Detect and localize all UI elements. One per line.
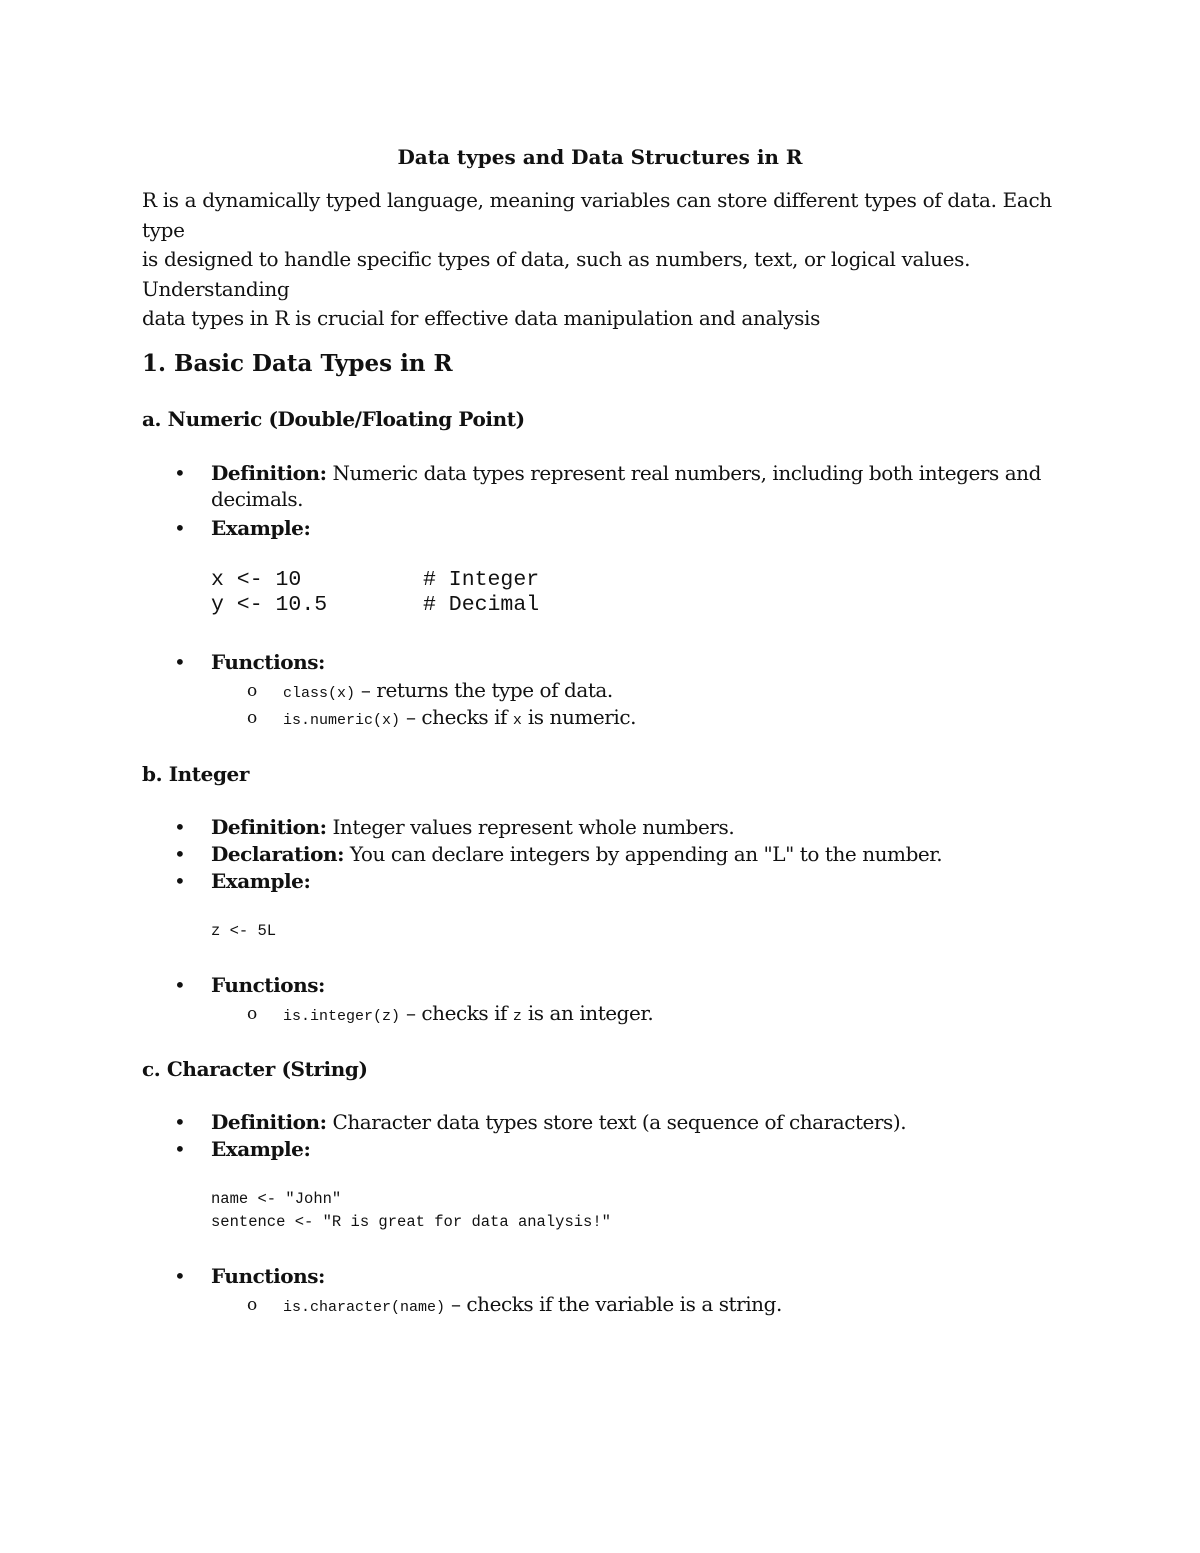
- code-comment: # Decimal: [423, 593, 540, 617]
- character-definition: [211, 1109, 906, 1135]
- definition-label: Definition:: [211, 815, 327, 839]
- function-desc-tail: is an integer.: [521, 1001, 654, 1025]
- intro-line: is designed to handle specific types of data, such as numbers, text, or logical values. Understanding: [142, 247, 971, 301]
- bullet-icon: •: [174, 869, 186, 893]
- function-desc: – checks if: [400, 705, 513, 729]
- function-inline-code: z: [512, 1008, 522, 1025]
- code-line: z <- 5L: [211, 922, 277, 940]
- function-item: [283, 704, 636, 734]
- definition-label: Definition:: [211, 461, 327, 485]
- code-comment: # Integer: [423, 568, 540, 592]
- function-code: is.character(name): [283, 1299, 446, 1316]
- function-item: [283, 1291, 782, 1321]
- bullet-icon: •: [174, 1264, 186, 1288]
- section-heading-basic-types: 1. Basic Data Types in R: [142, 350, 453, 377]
- subsection-heading-character: c. Character (String): [142, 1057, 368, 1081]
- character-example-label: [211, 1136, 310, 1162]
- function-desc: – returns the type of data.: [355, 678, 613, 702]
- function-desc-tail: is numeric.: [521, 705, 636, 729]
- bullet-icon: •: [174, 461, 186, 485]
- sub-bullet-icon: o: [247, 681, 258, 701]
- declaration-text: You can declare integers by appending an "L" to the number.: [344, 842, 943, 866]
- intro-line: data types in R is crucial for effective data manipulation and analysis: [142, 306, 820, 330]
- numeric-example-label: [211, 515, 310, 541]
- numeric-definition-cont: decimals.: [211, 487, 304, 511]
- document-title: Data types and Data Structures in R: [397, 145, 803, 169]
- integer-example-label: [211, 868, 310, 894]
- function-code: is.numeric(x): [283, 712, 401, 729]
- function-desc: – checks if: [400, 1001, 513, 1025]
- code-line: [211, 593, 540, 618]
- code-line: sentence <- "R is great for data analysis!": [211, 1213, 611, 1231]
- declaration-label: Declaration:: [211, 842, 344, 866]
- definition-text: Integer values represent whole numbers.: [326, 815, 735, 839]
- integer-declaration: [211, 841, 942, 867]
- functions-label: Functions:: [211, 973, 325, 997]
- definition-label: Definition:: [211, 1110, 327, 1134]
- example-label: Example:: [211, 516, 311, 540]
- intro-paragraph: [142, 186, 1072, 334]
- bullet-icon: •: [174, 973, 186, 997]
- example-label: Example:: [211, 869, 311, 893]
- functions-label: Functions:: [211, 1264, 325, 1288]
- bullet-icon: •: [174, 842, 186, 866]
- sub-bullet-icon: o: [247, 1295, 258, 1315]
- function-inline-code: x: [512, 712, 522, 729]
- definition-text: Character data types store text (a sequence of characters).: [326, 1110, 907, 1134]
- sub-bullet-icon: o: [247, 1004, 258, 1024]
- bullet-icon: •: [174, 1110, 186, 1134]
- bullet-icon: •: [174, 815, 186, 839]
- function-item: [283, 1000, 653, 1030]
- functions-label: Functions:: [211, 650, 325, 674]
- numeric-definition: [211, 460, 1041, 486]
- code-statement: y <- 10.5: [211, 593, 328, 617]
- definition-text: Numeric data types represent real numbers, including both integers and: [326, 461, 1041, 485]
- code-line: name <- "John": [211, 1190, 342, 1208]
- character-functions-label: [211, 1263, 325, 1289]
- subsection-heading-numeric: a. Numeric (Double/Floating Point): [142, 407, 525, 431]
- function-code: class(x): [283, 685, 356, 702]
- function-desc: – checks if the variable is a string.: [445, 1292, 782, 1316]
- bullet-icon: •: [174, 516, 186, 540]
- example-label: Example:: [211, 1137, 311, 1161]
- sub-bullet-icon: o: [247, 708, 258, 728]
- integer-functions-label: [211, 972, 325, 998]
- code-statement: x <- 10: [211, 568, 302, 592]
- code-line: [211, 568, 540, 593]
- function-item: [283, 677, 613, 707]
- intro-line: R is a dynamically typed language, meaning variables can store different types of data. Each type: [142, 188, 1052, 242]
- integer-definition: [211, 814, 734, 840]
- subsection-heading-integer: b. Integer: [142, 762, 250, 786]
- numeric-functions-label: [211, 649, 325, 675]
- bullet-icon: •: [174, 1137, 186, 1161]
- bullet-icon: •: [174, 650, 186, 674]
- function-code: is.integer(z): [283, 1008, 401, 1025]
